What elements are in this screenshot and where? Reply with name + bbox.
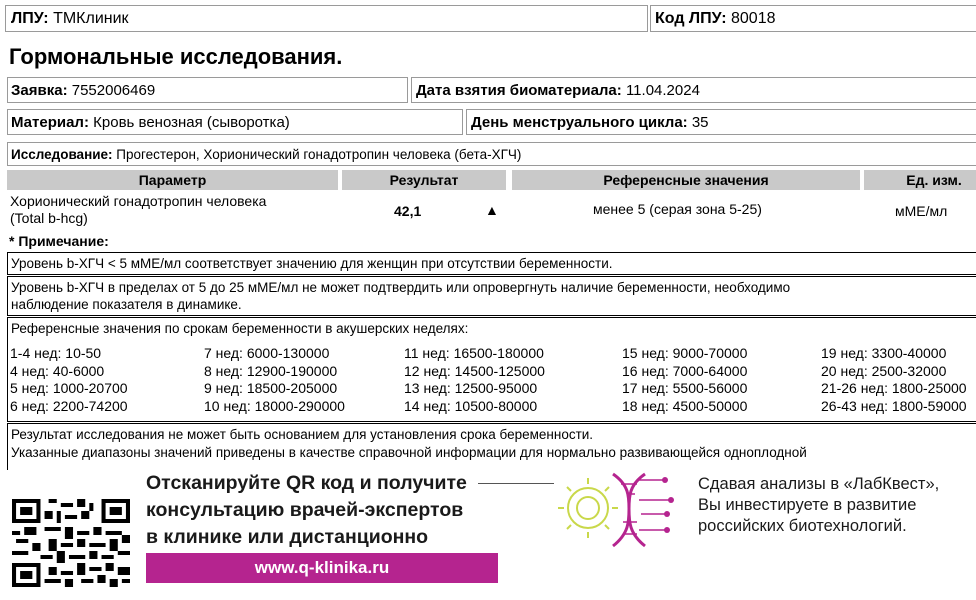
promo-line-3: в клинике или дистанционно bbox=[146, 526, 429, 548]
study-value: Прогестерон, Хорионический гонадотропин человека (бета-ХГЧ) bbox=[116, 147, 522, 162]
ref-item: 20 нед: 2500-32000 bbox=[821, 362, 947, 379]
ref-col-5 bbox=[821, 345, 967, 415]
cycle-box bbox=[466, 109, 976, 135]
col-header-param: Параметр bbox=[7, 170, 338, 190]
code-box bbox=[650, 5, 976, 32]
ref-item: 16 нед: 7000-64000 bbox=[622, 362, 748, 379]
promo-right-line-1: Сдавая анализы в «ЛабКвест», bbox=[698, 475, 940, 493]
table-row bbox=[0, 192, 976, 230]
ref-col-1 bbox=[10, 345, 128, 415]
date-box bbox=[411, 77, 976, 103]
ref-item: 17 нед: 5500-56000 bbox=[622, 380, 748, 396]
ref-item: 5 нед: 1000-20700 bbox=[10, 380, 128, 396]
ref-item: 26-43 нед: 1800-59000 bbox=[821, 397, 967, 414]
ref-item: 12 нед: 14500-125000 bbox=[404, 362, 545, 379]
promo-line-2: консультацию врачей-экспертов bbox=[146, 499, 464, 521]
unit-value: мМЕ/мл bbox=[895, 203, 948, 219]
param-name: Хорионический гонадотропин человека bbox=[10, 193, 267, 209]
qr-code-icon[interactable] bbox=[12, 499, 130, 587]
ref-item: 14 нед: 10500-80000 bbox=[404, 397, 538, 414]
order-box bbox=[7, 77, 408, 103]
promo-divider bbox=[478, 483, 554, 484]
param-code: (Total b-hcg) bbox=[10, 210, 88, 226]
study-label: Исследование: bbox=[11, 147, 113, 162]
ref-col-2 bbox=[204, 345, 345, 415]
study-box bbox=[7, 142, 976, 166]
promo-right-line-3: российских биотехнологий. bbox=[698, 517, 907, 535]
ref-col-3 bbox=[404, 345, 545, 415]
ref-item: 1-4 нед: 10-50 bbox=[10, 345, 102, 361]
lpu-box bbox=[5, 5, 648, 32]
promo-line-1: Отсканируйте QR код и получите bbox=[146, 472, 467, 494]
ref-item: 18 нед: 4500-50000 bbox=[622, 397, 748, 414]
biotech-dna-icon bbox=[555, 466, 685, 556]
note-1: Уровень b-ХГЧ < 5 мМЕ/мл соответствует значению для женщин при отсутствии беременности. bbox=[11, 256, 613, 271]
code-label: Код ЛПУ: bbox=[655, 10, 727, 27]
cycle-label: День менструального цикла: bbox=[471, 114, 688, 131]
ref-item: 6 нед: 2200-74200 bbox=[10, 397, 128, 414]
lpu-label: ЛПУ: bbox=[11, 10, 49, 27]
material-label: Материал: bbox=[11, 114, 89, 131]
reference-value: менее 5 (серая зона 5-25) bbox=[593, 201, 762, 217]
ref-col-4 bbox=[622, 345, 747, 415]
lpu-field bbox=[11, 10, 129, 28]
ref-item: 7 нед: 6000-130000 bbox=[204, 345, 330, 361]
ref-item: 10 нед: 18000-290000 bbox=[204, 397, 345, 414]
footer-note-1: Результат исследования не может быть основанием для установления срока беременности. bbox=[11, 427, 594, 442]
order-value: 7552006469 bbox=[71, 82, 156, 99]
note-box-2 bbox=[7, 276, 976, 316]
cycle-value: 35 bbox=[691, 114, 709, 131]
ref-item: 15 нед: 9000-70000 bbox=[622, 345, 748, 361]
notes-title: * Примечание: bbox=[9, 233, 109, 249]
promo-text bbox=[146, 470, 467, 551]
promo-right-text bbox=[698, 474, 939, 537]
col-header-result: Результат bbox=[342, 170, 506, 190]
high-flag-icon: ▲ bbox=[485, 202, 499, 218]
ref-item: 4 нед: 40-6000 bbox=[10, 362, 105, 379]
col-header-unit: Ед. изм. bbox=[864, 170, 976, 190]
code-value: 80018 bbox=[731, 10, 776, 27]
order-label: Заявка: bbox=[11, 82, 68, 99]
ref-item: 21-26 нед: 1800-25000 bbox=[821, 380, 967, 396]
lpu-value: ТМКлиник bbox=[53, 10, 129, 27]
ref-item: 9 нед: 18500-205000 bbox=[204, 380, 338, 396]
code-field bbox=[655, 10, 776, 28]
ref-item: 13 нед: 12500-95000 bbox=[404, 380, 538, 396]
col-header-reference: Референсные значения bbox=[512, 170, 860, 190]
date-label: Дата взятия биоматериала: bbox=[416, 82, 622, 99]
promo-right-line-2: Вы инвестируете в развитие bbox=[698, 496, 917, 514]
page-title: Гормональные исследования. bbox=[9, 44, 343, 69]
note-2-line-2: наблюдение показателя в динамике. bbox=[11, 297, 242, 312]
material-value: Кровь венозная (сыворотка) bbox=[93, 114, 290, 131]
material-box bbox=[7, 109, 463, 135]
clinic-website-link[interactable]: www.q-klinika.ru bbox=[146, 553, 498, 583]
note-2-line-1: Уровень b-ХГЧ в пределах от 5 до 25 мМЕ/мл не может подтвердить или опровергнуть наличие беременности, необходимо bbox=[11, 280, 791, 295]
footer-note-2: Указанные диапазоны значений приведены в качестве справочной информации для нормально развивающейся одноплодной bbox=[11, 445, 807, 460]
note-box-1 bbox=[7, 252, 976, 275]
ref-item: 8 нед: 12900-190000 bbox=[204, 362, 338, 379]
reference-ranges-title: Референсные значения по срокам беременности в акушерских неделях: bbox=[11, 321, 469, 336]
ref-item: 19 нед: 3300-40000 bbox=[821, 345, 947, 361]
param-cell bbox=[10, 193, 266, 227]
ref-item: 11 нед: 16500-180000 bbox=[404, 345, 544, 361]
date-value: 11.04.2024 bbox=[625, 82, 700, 99]
result-value: 42,1 bbox=[394, 203, 422, 219]
